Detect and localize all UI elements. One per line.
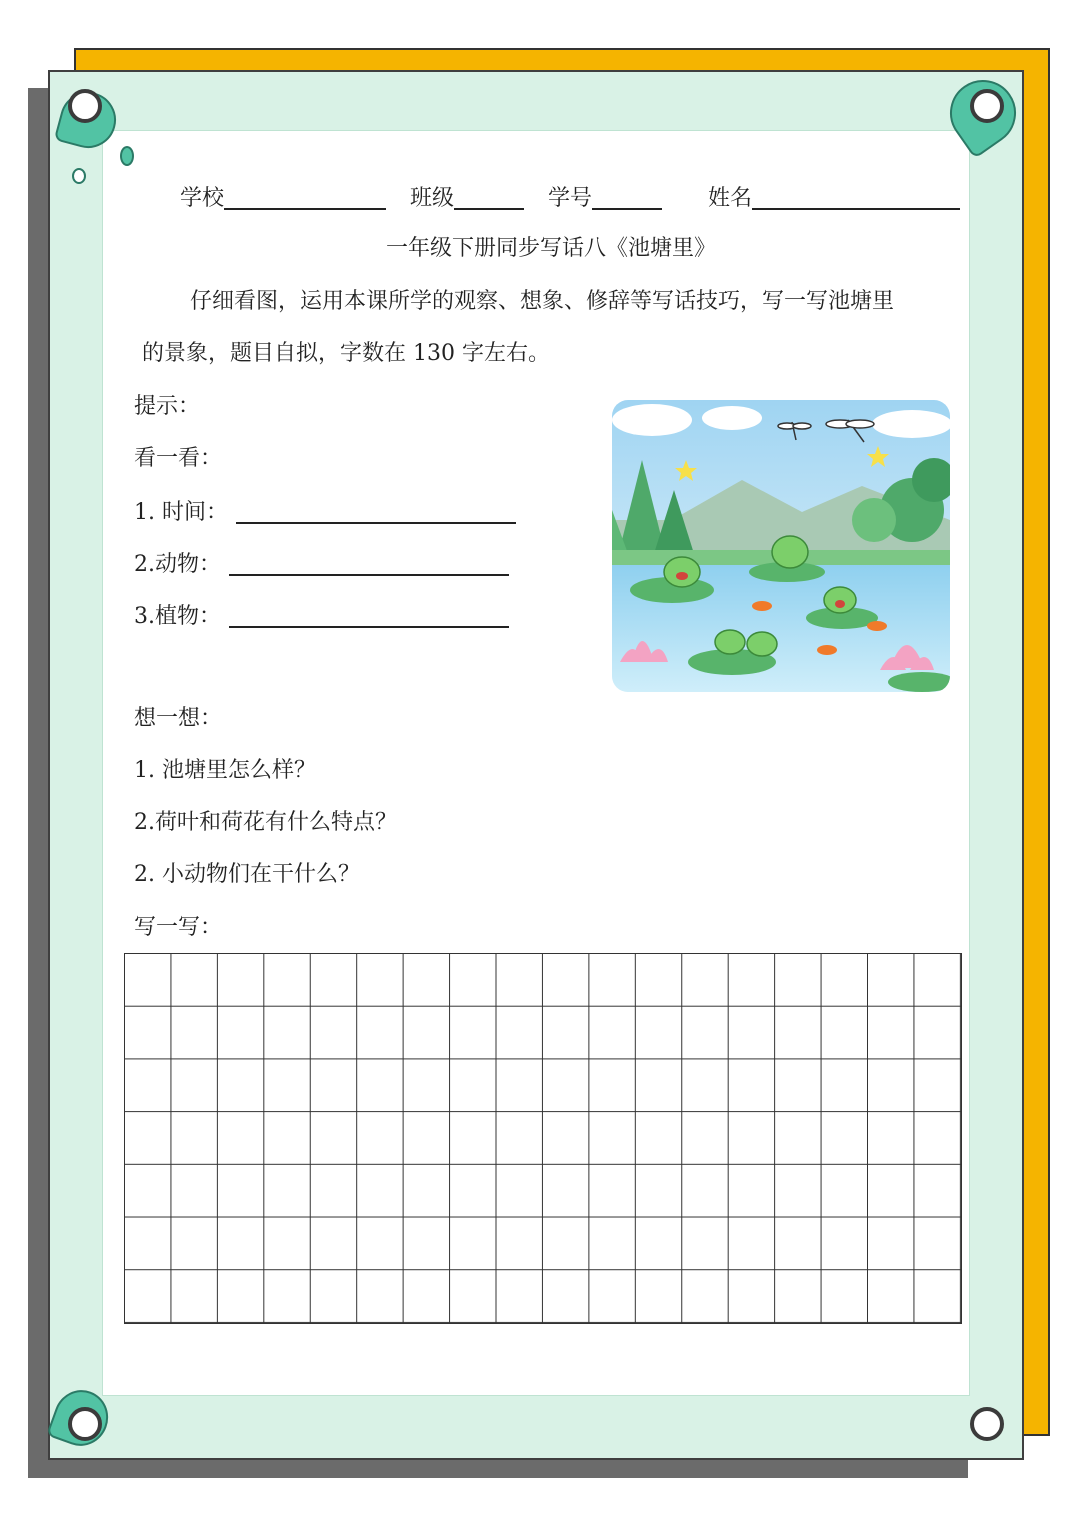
student-info-row [180, 186, 960, 210]
plants-blank[interactable] [229, 604, 509, 628]
write-label: 写一写： [134, 915, 223, 940]
think-item: 2.荷叶和荷花有什么特点？ [134, 810, 397, 835]
name-blank[interactable] [752, 186, 960, 210]
think-item: 1. 池塘里怎么样？ [134, 758, 316, 783]
binder-ring-icon [970, 89, 1004, 123]
look-item-animals [134, 552, 509, 576]
animals-blank[interactable] [229, 552, 509, 576]
name-label: 姓名 [708, 186, 753, 211]
class-label: 班级 [410, 186, 455, 211]
corner-leaf-decoration [72, 168, 86, 184]
pond-illustration [612, 400, 950, 692]
binder-ring-icon [970, 1407, 1004, 1441]
look-item-plants [134, 604, 509, 628]
corner-leaf-decoration [120, 146, 134, 166]
pond-scene-image [612, 400, 950, 692]
binder-ring-icon [68, 89, 102, 123]
look-label: 看一看： [134, 446, 223, 471]
hints-label: 提示： [134, 394, 201, 419]
look-item-label: 1. 时间： [134, 500, 228, 525]
time-blank[interactable] [236, 500, 516, 524]
think-label: 想一想： [134, 706, 223, 731]
class-blank[interactable] [454, 186, 524, 210]
number-blank[interactable] [592, 186, 662, 210]
worksheet-title: 一年级下册同步写话八《池塘里》 [386, 236, 717, 261]
look-item-time [134, 500, 516, 524]
writing-grid[interactable] [124, 953, 962, 1324]
look-item-label: 3.植物： [134, 604, 221, 629]
look-item-label: 2.动物： [134, 552, 221, 577]
number-label: 学号 [548, 186, 593, 211]
binder-ring-icon [68, 1407, 102, 1441]
school-label: 学校 [180, 186, 225, 211]
school-blank[interactable] [224, 186, 386, 210]
instructions-line-2: 的景象，题目自拟，字数在 130 字左右。 [142, 341, 550, 366]
instructions-line-1: 仔细看图，运用本课所学的观察、想象、修辞等写话技巧，写一写池塘里 [190, 289, 895, 314]
think-item: 2. 小动物们在干什么？ [134, 862, 360, 887]
